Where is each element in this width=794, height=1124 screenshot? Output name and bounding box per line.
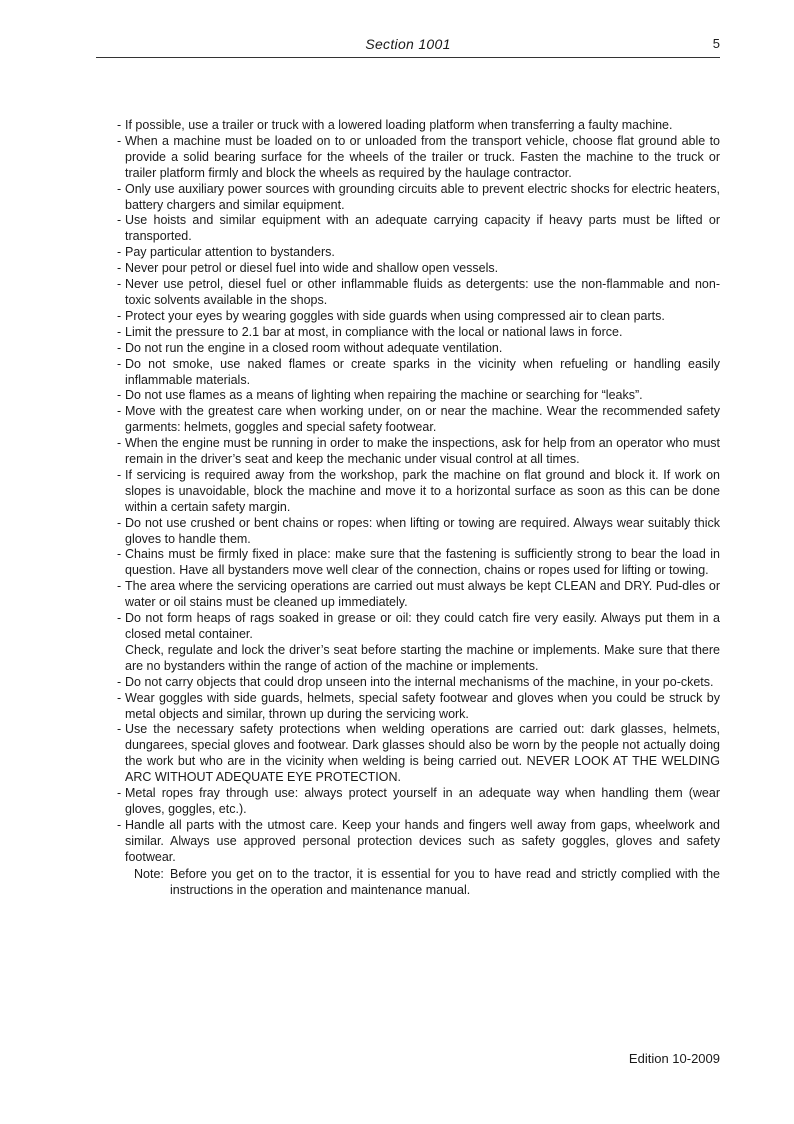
edition-footer: Edition 10-2009 xyxy=(628,1051,720,1066)
list-item: - Do not run the engine in a closed room without adequate ventilation. xyxy=(117,340,503,355)
list-item: - If servicing is required away from the workshop, park the machine on flat ground and block it. If work on slopes is unavoidable, block the machine and move it to a horizontal surface as soon as this can be done within a certain safety margin. xyxy=(117,467,720,514)
note-label: Note: xyxy=(134,866,164,881)
list-item: - Do not smoke, use naked flames or create sparks in the vicinity when refueling or handling easily inflammable materials. xyxy=(117,356,720,387)
list-item: - Handle all parts with the utmost care. Keep your hands and fingers well away from gaps, wheelwork and similar. Always use approved personal protection devices such as safety goggles, gloves and safety footwear. xyxy=(117,817,720,864)
page-number: 5 xyxy=(712,36,720,51)
list-item: - The area where the servicing operations are carried out must always be kept CLEAN and DRY. Pud-dles or water or oil stains must be cleaned up immediately. xyxy=(117,579,720,610)
list-item: - Chains must be firmly fixed in place: make sure that the fastening is sufficiently strong to bear the load in question. Have all bystanders move well clear of the connection, chains or ropes used for lifting or towing. xyxy=(117,547,720,578)
list-item: - Never pour petrol or diesel fuel into wide and shallow open vessels. xyxy=(117,261,499,276)
list-item: - Use the necessary safety protections when welding operations are carried out: dark glasses, helmets, dungarees, special gloves and footwear. Dark glasses should also be worn by the people not actually doing the work but who are in the vicinity when welding is being carried out. NEVER LOOK AT THE WELDING ARC WITHOUT ADEQUATE EYE PROTECTION. xyxy=(117,722,720,785)
note xyxy=(117,867,720,899)
list-item: - Do not use crushed or bent chains or ropes: when lifting or towing are required. Always wear suitably thick gloves to handle them. xyxy=(117,515,720,546)
list-item: - Metal ropes fray through use: always protect yourself in an adequate way when handling them (wear gloves, goggles, etc.). xyxy=(117,786,720,816)
list-item: - Do not use flames as a means of lighting when repairing the machine or searching for “leaks”. xyxy=(117,388,643,403)
list-item: - Limit the pressure to 2.1 bar at most, in compliance with the local or national laws in force. xyxy=(117,324,623,339)
note-text: Before you get on to the tractor, it is essential for you to have read and strictly complied with the instructions in the operation and maintenance manual. xyxy=(170,866,720,897)
list-item: - Use hoists and similar equipment with an adequate carrying capacity if heavy parts must be lifted or transported. xyxy=(117,213,720,244)
header-rule xyxy=(96,57,720,58)
list-item: - When the engine must be running in order to make the inspections, ask for help from an operator who must remain in the driver’s seat and keep the mechanic under visual control at all times. xyxy=(117,436,720,467)
list-item: - Wear goggles with side guards, helmets, special safety footwear and gloves when you could be struck by metal objects and similar, thrown up during the servicing work. xyxy=(117,690,720,721)
list-item: - Move with the greatest care when working under, on or near the machine. Wear the recommended safety garments: helmets, goggles and special safety footwear. xyxy=(117,404,720,435)
list-item: - Only use auxiliary power sources with grounding circuits able to prevent electric shocks for electric heaters, battery chargers and similar equipment. xyxy=(117,181,720,212)
list-item: - Pay particular attention to bystanders. xyxy=(117,245,335,260)
list-item: - Do not carry objects that could drop unseen into the internal mechanisms of the machine, in your po-ckets. xyxy=(117,674,714,689)
page-header xyxy=(96,36,720,58)
list-item: - If possible, use a trailer or truck with a lowered loading platform when transferring a faulty machine. xyxy=(117,118,673,132)
list-item: - Never use petrol, diesel fuel or other inflammable fluids as detergents: use the non-flammable and non-toxic solvents available in the shops. xyxy=(117,277,720,307)
list-item: - Protect your eyes by wearing goggles with side guards when using compressed air to clean parts. xyxy=(117,308,665,323)
safety-instructions xyxy=(117,118,720,898)
section-title: Section 1001 xyxy=(365,36,451,52)
continuation-paragraph: Check, regulate and lock the driver’s seat before starting the machine or implements. Make sure that there are no bystanders within the range of action of the machine or implements. xyxy=(125,642,720,673)
list-item: - Do not form heaps of rags soaked in grease or oil: they could catch fire very easily. Always put them in a closed metal container. xyxy=(117,611,720,641)
list-item: - When a machine must be loaded on to or unloaded from the transport vehicle, choose flat ground able to provide a solid bearing surface for the wheels of the trailer or truck. Fasten the machine to the truck or trailer platform firmly and block the wheels as required by the haulage contractor. xyxy=(117,133,720,180)
